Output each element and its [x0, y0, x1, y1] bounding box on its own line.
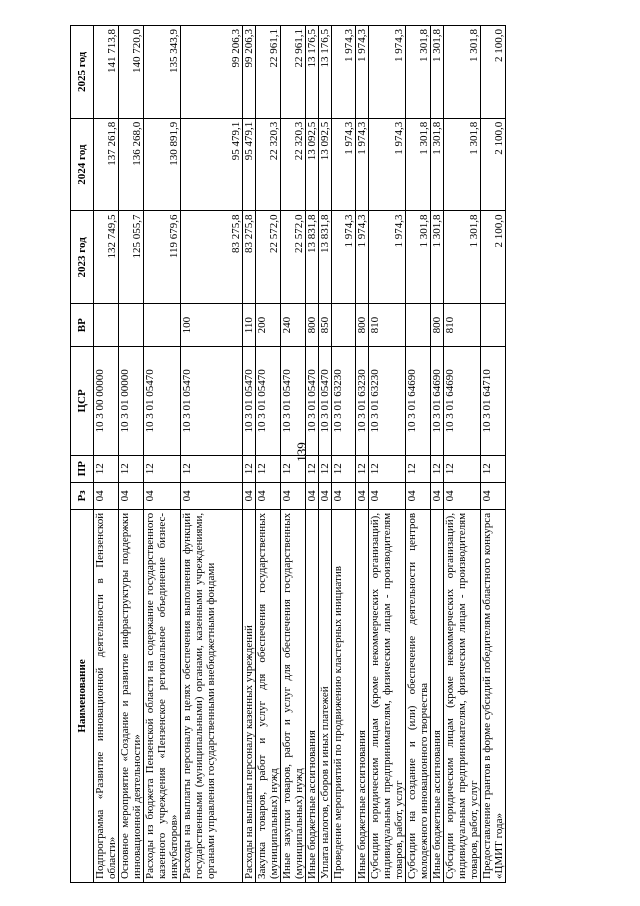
- table-row: [406, 26, 431, 883]
- cell-pr: 12: [369, 455, 406, 482]
- cell-pr: 12: [256, 455, 281, 482]
- cell-name: Основное мероприятие «Создание и развитие инфраструктуры поддержки инновационной деятельности»: [119, 509, 144, 882]
- table-row: [256, 26, 281, 883]
- cell-name: Подпрограмма «Развитие инновационной деятельности в Пензенской области»: [94, 509, 119, 882]
- page-number-text: 139: [294, 442, 309, 462]
- cell-2023: 1 974,3: [332, 211, 356, 304]
- cell-csr: 10 3 01 00000: [119, 347, 144, 456]
- table-row: [281, 26, 306, 883]
- cell-name: Предоставление грантов в форме субсидий победителям областного конкурса «ЦМИТ года»: [481, 509, 506, 882]
- cell-2024: 1 301,8: [444, 118, 481, 211]
- cell-2023: 83 275,8: [181, 211, 243, 304]
- table-row: [431, 26, 444, 883]
- cell-vr: [332, 304, 356, 347]
- header-2024: 2024 год: [71, 118, 94, 211]
- cell-csr: 10 3 01 05470: [306, 347, 319, 456]
- cell-2024: 1 974,3: [369, 118, 406, 211]
- cell-vr: 800: [356, 304, 369, 347]
- cell-csr: 10 3 01 05470: [243, 347, 256, 456]
- cell-vr: 810: [444, 304, 481, 347]
- cell-name: Проведение мероприятий по продвижению кластерных инициатив: [332, 509, 356, 882]
- cell-vr: 200: [256, 304, 281, 347]
- cell-pr: 12: [144, 455, 181, 482]
- table-header-row: [71, 26, 94, 883]
- cell-2024: 1 301,8: [431, 118, 444, 211]
- cell-2024: 137 261,8: [94, 118, 119, 211]
- cell-csr: 10 3 01 63230: [369, 347, 406, 456]
- cell-pr: 12: [243, 455, 256, 482]
- cell-2023: 132 749,5: [94, 211, 119, 304]
- table-body: [94, 26, 506, 883]
- header-name: Наименование: [71, 509, 94, 882]
- cell-vr: 800: [306, 304, 319, 347]
- cell-2025: 99 206,3: [181, 26, 243, 119]
- cell-rz: 04: [444, 482, 481, 509]
- cell-2025: 13 176,5: [319, 26, 332, 119]
- cell-vr: [481, 304, 506, 347]
- cell-2024: 22 320,3: [256, 118, 281, 211]
- cell-rz: 04: [481, 482, 506, 509]
- cell-csr: 10 3 01 05470: [281, 347, 306, 456]
- cell-pr: 12: [94, 455, 119, 482]
- cell-name: Расходы на выплаты персоналу казенных учреждений: [243, 509, 256, 882]
- cell-2024: 95 479,1: [181, 118, 243, 211]
- cell-csr: 10 3 00 00000: [94, 347, 119, 456]
- cell-name: Субсидии юридическим лицам (кроме некоммерческих организаций), индивидуальным предпринимателям, физическим лицам - производителям товаров, работ, услуг: [444, 509, 481, 882]
- cell-pr: 12: [444, 455, 481, 482]
- table-row: [181, 26, 243, 883]
- table-row: [243, 26, 256, 883]
- header-vr: ВР: [71, 304, 94, 347]
- header-2023: 2023 год: [71, 211, 94, 304]
- cell-pr: 12: [119, 455, 144, 482]
- cell-csr: 10 3 01 64690: [406, 347, 431, 456]
- cell-2025: 99 206,3: [243, 26, 256, 119]
- cell-2023: 1 974,3: [369, 211, 406, 304]
- table-row: [319, 26, 332, 883]
- header-rz: Рз: [71, 482, 94, 509]
- cell-rz: 04: [181, 482, 243, 509]
- table-row: [144, 26, 181, 883]
- cell-2024: 13 092,5: [306, 118, 319, 211]
- cell-2023: 22 572,0: [256, 211, 281, 304]
- cell-csr: 10 3 01 63230: [356, 347, 369, 456]
- cell-pr: 12: [431, 455, 444, 482]
- cell-rz: 04: [144, 482, 181, 509]
- header-csr: ЦСР: [71, 347, 94, 456]
- cell-pr: 12: [356, 455, 369, 482]
- cell-2025: 140 720,0: [119, 26, 144, 119]
- cell-2023: 119 679,6: [144, 211, 181, 304]
- cell-vr: [144, 304, 181, 347]
- cell-2025: 1 301,8: [444, 26, 481, 119]
- cell-name: Расходы из бюджета Пензенской области на содержание государственного казенного учреждения «Пензенское региональное объединение бизнес-инкубаторов»: [144, 509, 181, 882]
- cell-pr: 12: [306, 455, 319, 482]
- table-row: [369, 26, 406, 883]
- cell-rz: 04: [94, 482, 119, 509]
- cell-vr: 100: [181, 304, 243, 347]
- cell-2025: 141 713,8: [94, 26, 119, 119]
- cell-2025: 2 100,0: [481, 26, 506, 119]
- cell-2024: 136 268,0: [119, 118, 144, 211]
- cell-pr: 12: [406, 455, 431, 482]
- cell-vr: 800: [431, 304, 444, 347]
- cell-2025: 1 974,3: [369, 26, 406, 119]
- cell-2023: 125 055,7: [119, 211, 144, 304]
- table-row: [481, 26, 506, 883]
- rotated-table-container: [70, 25, 505, 883]
- cell-csr: 10 3 01 64710: [481, 347, 506, 456]
- cell-2025: 1 301,8: [406, 26, 431, 119]
- cell-name: Уплата налогов, сборов и иных платежей: [319, 509, 332, 882]
- cell-vr: [119, 304, 144, 347]
- cell-2025: 135 343,9: [144, 26, 181, 119]
- cell-pr: 12: [181, 455, 243, 482]
- cell-vr: 240: [281, 304, 306, 347]
- budget-table: [70, 25, 506, 883]
- cell-csr: 10 3 01 05470: [144, 347, 181, 456]
- table-row: [119, 26, 144, 883]
- table-row: [332, 26, 356, 883]
- cell-2025: 13 176,5: [306, 26, 319, 119]
- header-2025: 2025 год: [71, 26, 94, 119]
- cell-2025: 22 961,1: [256, 26, 281, 119]
- cell-pr: 12: [281, 455, 306, 482]
- cell-2023: 2 100,0: [481, 211, 506, 304]
- cell-rz: 04: [306, 482, 319, 509]
- table-row: [444, 26, 481, 883]
- cell-2025: 22 961,1: [281, 26, 306, 119]
- cell-rz: 04: [332, 482, 356, 509]
- table-row: [356, 26, 369, 883]
- cell-2023: 1 974,3: [356, 211, 369, 304]
- cell-csr: 10 3 01 64690: [444, 347, 481, 456]
- cell-2023: 13 831,8: [319, 211, 332, 304]
- cell-pr: 12: [332, 455, 356, 482]
- cell-2024: 22 320,3: [281, 118, 306, 211]
- cell-name: Иные закупки товаров, работ и услуг для обеспечения государственных (муниципальных) нужд: [281, 509, 306, 882]
- cell-csr: 10 3 01 64690: [431, 347, 444, 456]
- cell-csr: 10 3 01 05470: [256, 347, 281, 456]
- header-pr: ПР: [71, 455, 94, 482]
- cell-2023: 13 831,8: [306, 211, 319, 304]
- cell-csr: 10 3 01 05470: [181, 347, 243, 456]
- cell-2024: 130 891,9: [144, 118, 181, 211]
- cell-rz: 04: [356, 482, 369, 509]
- cell-2024: 1 301,8: [406, 118, 431, 211]
- cell-rz: 04: [319, 482, 332, 509]
- cell-vr: [406, 304, 431, 347]
- cell-rz: 04: [431, 482, 444, 509]
- cell-rz: 04: [406, 482, 431, 509]
- cell-name: Иные бюджетные ассигнования: [306, 509, 319, 882]
- cell-2023: 83 275,8: [243, 211, 256, 304]
- cell-name: Субсидии на создание и (или) обеспечение деятельности центров молодежного инновационного творчества: [406, 509, 431, 882]
- cell-name: Закупка товаров, работ и услуг для обеспечения государственных (муниципальных) нужд: [256, 509, 281, 882]
- cell-vr: [94, 304, 119, 347]
- cell-2025: 1 301,8: [431, 26, 444, 119]
- cell-2024: 13 092,5: [319, 118, 332, 211]
- table-row: [306, 26, 319, 883]
- cell-2024: 1 974,3: [332, 118, 356, 211]
- table-row: [94, 26, 119, 883]
- cell-2024: 1 974,3: [356, 118, 369, 211]
- cell-rz: 04: [243, 482, 256, 509]
- cell-2024: 2 100,0: [481, 118, 506, 211]
- cell-2025: 1 974,3: [332, 26, 356, 119]
- cell-name: Субсидии юридическим лицам (кроме некоммерческих организаций), индивидуальным предпринимателям, физическим лицам - производителям товаров, работ, услуг: [369, 509, 406, 882]
- cell-2025: 1 974,3: [356, 26, 369, 119]
- cell-rz: 04: [256, 482, 281, 509]
- cell-rz: 04: [281, 482, 306, 509]
- cell-csr: 10 3 01 63230: [332, 347, 356, 456]
- cell-rz: 04: [369, 482, 406, 509]
- cell-rz: 04: [119, 482, 144, 509]
- cell-name: Иные бюджетные ассигнования: [431, 509, 444, 882]
- cell-name: Расходы на выплаты персоналу в целях обеспечения выполнения функций государственными (муниципальными) органами, казенными учреждениями, органами управления государственными внебюджетными фондами: [181, 509, 243, 882]
- cell-name: Иные бюджетные ассигнования: [356, 509, 369, 882]
- cell-2023: 22 572,0: [281, 211, 306, 304]
- cell-vr: 850: [319, 304, 332, 347]
- cell-2023: 1 301,8: [431, 211, 444, 304]
- cell-csr: 10 3 01 05470: [319, 347, 332, 456]
- cell-2023: 1 301,8: [444, 211, 481, 304]
- cell-vr: 810: [369, 304, 406, 347]
- cell-vr: 110: [243, 304, 256, 347]
- cell-pr: 12: [481, 455, 506, 482]
- cell-2023: 1 301,8: [406, 211, 431, 304]
- cell-pr: 12: [319, 455, 332, 482]
- cell-2024: 95 479,1: [243, 118, 256, 211]
